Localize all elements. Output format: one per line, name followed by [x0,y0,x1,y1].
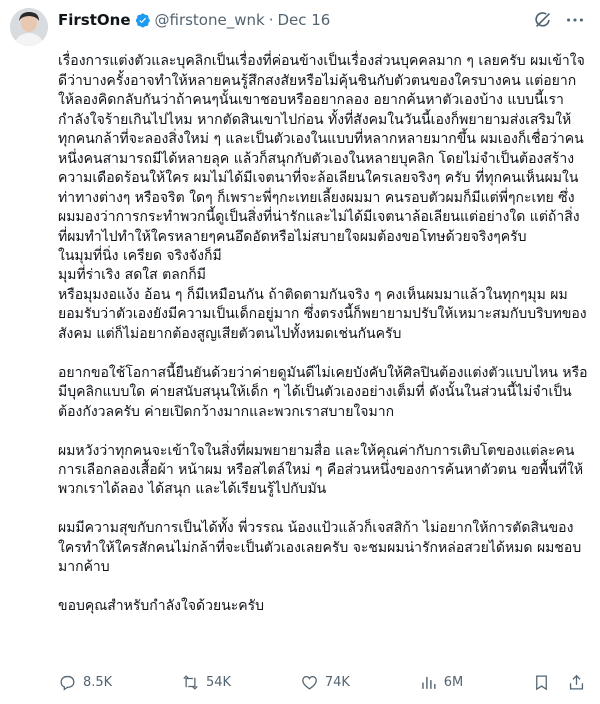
header-actions [532,9,586,31]
tweet-paragraph: ขอบคุณสำหรับกำลังใจด้วยนะครับ [58,598,265,615]
tweet-text [58,33,588,656]
tweet-paragraph: อยากขอใช้โอกาสนี้ยืนยันด้วยว่าค่ายดูมันดีไม่เคยบังคับให้ศิลปินต้องแต่งตัวแบบไหน หรือมีบุคลิกแบบใด ค่ายสนับสนุนให้เด็ก ๆ ได้เป็นตัวเองอย่างเต็มที่ ดังนั้นในส่วนนี้ไม่จำเป็นต้องกังวลครับ ค่ายเปิดกว้างมากและพวกเราสบายใจมาก [58,364,588,420]
more-options-icon[interactable] [564,9,586,31]
like-icon [300,673,319,692]
bookmark-icon [532,673,551,692]
secondary-actions [532,673,586,692]
grok-icon[interactable] [532,9,554,31]
tweet-paragraph: ผมหวังว่าทุกคนจะเข้าใจในสิ่งที่ผมพยายามสื่อ และให้คุณค่ากับการเติบโตของแต่ละคน [58,442,575,459]
tweet-paragraph: การเลือกลองเสื้อผ้า หน้าผม หรือสไตล์ใหม่ ๆ คือส่วนหนึ่งของการค้นหาตัวตน ขอพื้นที่ให้พวกเราได้ลอง ได้สนุก และได้เรียนรู้ไปกับมัน [58,461,584,498]
tweet-paragraph: ในมุมที่นิ่ง เครียด จริงจังก็มี [58,247,222,264]
avatar-photo [10,8,48,46]
display-name[interactable]: FirstOne [58,11,131,29]
verified-badge-icon [134,12,151,29]
tweet-paragraph: หรือมุมงอแง้ง อ้อน ๆ ก็มีเหมือนกัน ถ้าติดตามกันจริง ๆ คงเห็นผมมาแล้วในทุกๆมุม ผมยอมรับว่าตัวเองยังมีความเป็นเด็กอยู่มาก ซึ่งตรงนี้ก็พยายามปรับให้เหมาะสมกับบริบทของสังคม แต่ก็ไม่อยากต้องสูญเสียตัวตนไปทั้งหมดเช่นกันครับ [58,286,587,342]
share-button[interactable] [567,673,586,692]
reply-button[interactable] [58,673,112,692]
retweet-count: 54K [205,674,232,690]
tweet-date[interactable]: Dec 16 [277,11,331,29]
share-icon [567,673,586,692]
views-button[interactable] [419,673,464,692]
reply-icon [58,673,77,692]
views-icon [419,673,438,692]
retweet-icon [181,673,200,692]
tweet-paragraph: มุมที่ร่าเริง สดใส ตลกก็มี [58,267,206,284]
user-handle[interactable]: @firstone_wnk [154,11,265,29]
reply-count: 8.5K [83,674,113,690]
tweet-paragraph: ผมมีความสุขกับการเป็นได้ทั้ง พี่วรรณ น้องแป้วแล้วก็เจสสิก้า ไม่อยากให้การตัดสินของใครทำให้ใครสักคนไม่กล้าที่จะเป็นตัวเองเลยครับ จะชมผมน่ารักหล่อสวยได้หมด ผมชอบมากค้าบ [58,520,582,576]
views-count: 6M [443,674,464,690]
bookmark-button[interactable] [532,673,551,692]
tweet-header [58,9,586,31]
retweet-button[interactable] [181,673,231,692]
like-count: 74K [324,674,350,690]
separator-dot: · [268,11,274,29]
avatar[interactable] [10,8,48,46]
tweet-actions [58,670,586,694]
tweet-paragraph: เรื่องการแต่งตัวและบุคลิกเป็นเรื่องที่ค่อนข้างเป็นเรื่องส่วนบุคคลมาก ๆ เลยครับ ผมเข้าใจดีว่าบางครั้งอาจทำให้หลายคนรู้สึกสงสัยหรือไม่คุ้นชินกับตัวตนของใครบางคน แต่อยากให้ลองคิดกลับกันว่าถ้าคนๆนั้นเขาชอบหรืออยากลอง อยากค้นหาตัวเองบ้าง แบบนี้เรากำลังใจร้ายเกินไปไหม หากตัดสินเขาไปก่อน ทั้งที่สังคมในวันนี้เองก็พยายามส่งเสริมให้ทุกคนกล้าที่จะลองสิ่งใหม่ ๆ และเป็นตัวเองในแบบที่หลากหลายมากขึ้น ผมเองก็เชื่อว่าคนหนึ่งคนสามารถมีได้หลายลุค แล้วก็สนุกกับตัวเองในหลายบุคลิก โดยไม่จำเป็นต้องสร้างความเดือดร้อนให้ใคร ผมไม่ได้มีเจตนาที่จะล้อเลียนใครเลยจริงๆ ครับ ที่ทุกคนเห็นผมในท่าทางต่างๆ หรือจริต ใดๆ ก็เพราะพี่ๆกะเทยเลี้ยงผมมา คนรอบตัวผมก็มีแต่พี่ๆกะเทย ซึ่งผมมองว่าการกระทำพวกนี้ดูเป็นสิ่งที่น่ารักและไม่ได้มีเจตนาล้อเลียนแต่อย่างใด แต่ถ้าสิ่งที่ผมทำไปทำให้ใครหลายๆคนอึดอัดหรือไม่สบายใจผมต้องขอโทษด้วยจริงๆครับ [58,53,585,245]
like-button[interactable] [300,673,350,692]
